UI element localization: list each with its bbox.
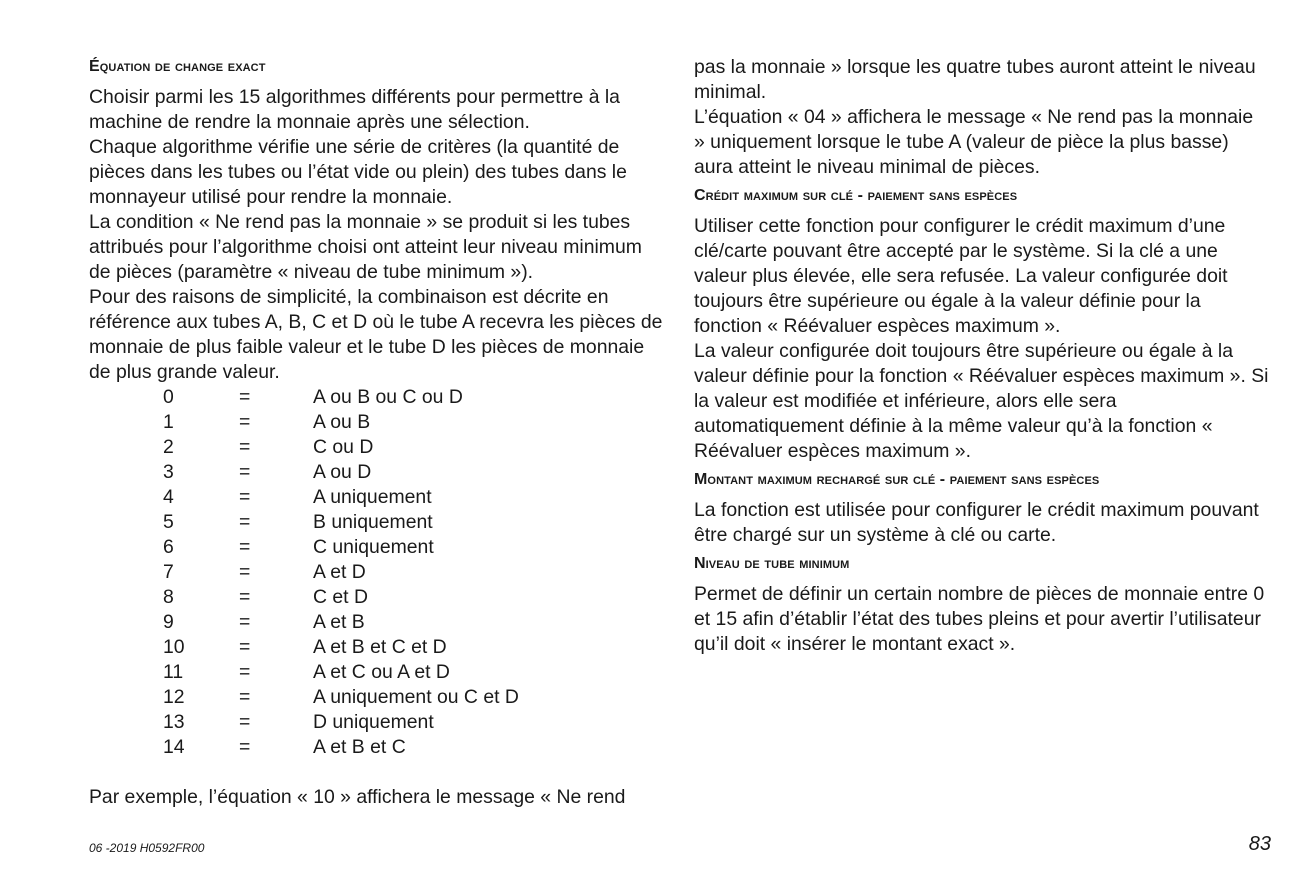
equation-description: A et D xyxy=(313,561,366,583)
equation-sign: = xyxy=(239,436,251,458)
equation-description: A ou B xyxy=(313,411,371,433)
paragraph-max-credit-1: Utiliser cette fonction pour configurer le crédit maximum d’une clé/carte pouvant être accepté par le système. Si la clé a une valeur plus élevée, elle sera refusée. La valeur configurée doit toujours être supérieure ou égale à la valeur définie pour la fonction « Réévaluer espèces maximum ». xyxy=(694,215,1228,337)
paragraph-example: Par exemple, l’équation « 10 » affichera le message « Ne rend xyxy=(89,786,626,808)
equation-row xyxy=(163,610,519,635)
equation-description: A ou B ou C ou D xyxy=(313,386,463,408)
equation-sign: = xyxy=(239,461,251,483)
equation-sign: = xyxy=(239,486,251,508)
equation-sign: = xyxy=(239,686,251,708)
equation-description: A et B xyxy=(313,611,365,633)
equation-number: 1 xyxy=(163,411,174,433)
equation-description: B uniquement xyxy=(313,511,433,533)
section-heading-max-credit: Crédit maximum sur clé - paiement sans espèces xyxy=(694,187,1018,204)
equation-row xyxy=(163,660,519,685)
equation-description: C ou D xyxy=(313,436,374,458)
equation-row xyxy=(163,685,519,710)
equation-sign: = xyxy=(239,536,251,558)
equation-description: A ou D xyxy=(313,461,372,483)
equation-description: C uniquement xyxy=(313,536,434,558)
equation-row xyxy=(163,410,519,435)
equation-number: 8 xyxy=(163,586,174,608)
equation-number: 9 xyxy=(163,611,174,633)
equation-number: 5 xyxy=(163,511,174,533)
equation-number: 6 xyxy=(163,536,174,558)
equation-sign: = xyxy=(239,636,251,658)
equation-row xyxy=(163,710,519,735)
equation-row xyxy=(163,635,519,660)
equation-sign: = xyxy=(239,661,251,683)
equation-row xyxy=(163,510,519,535)
equation-sign: = xyxy=(239,386,251,408)
equation-description: A uniquement xyxy=(313,486,432,508)
equation-sign: = xyxy=(239,511,251,533)
section-heading-exact-change: Équation de change exact xyxy=(89,58,266,75)
paragraph-continuation: pas la monnaie » lorsque les quatre tubes auront atteint le niveau minimal. xyxy=(694,56,1256,103)
equation-sign: = xyxy=(239,736,251,758)
equation-sign: = xyxy=(239,561,251,583)
equation-description: A et C ou A et D xyxy=(313,661,450,683)
equation-description: A et B et C xyxy=(313,736,406,758)
equation-table xyxy=(163,385,519,760)
equation-row xyxy=(163,435,519,460)
equation-number: 11 xyxy=(163,661,184,683)
equation-number: 2 xyxy=(163,436,174,458)
equation-number: 4 xyxy=(163,486,174,508)
paragraph-intro: Choisir parmi les 15 algorithmes différents pour permettre à la machine de rendre la monnaie après une sélection. xyxy=(89,86,620,133)
equation-row xyxy=(163,535,519,560)
equation-description: A et B et C et D xyxy=(313,636,447,658)
left-column xyxy=(89,55,664,760)
equation-row xyxy=(163,585,519,610)
equation-sign: = xyxy=(239,711,251,733)
paragraph-min-tube-level: Permet de définir un certain nombre de pièces de monnaie entre 0 et 15 afin d’établir l’état des tubes pleins et pour avertir l’utilisateur qu’il doit « insérer le montant exact ». xyxy=(694,583,1265,655)
paragraph-simplicity: Pour des raisons de simplicité, la combinaison est décrite en référence aux tubes A, B, C et D où le tube A recevra les pièces de monnaie de plus faible valeur et le tube D les pièces de monnaie de plus grande valeur. xyxy=(89,286,663,383)
equation-description: A uniquement ou C et D xyxy=(313,686,519,708)
equation-sign: = xyxy=(239,411,251,433)
equation-number: 14 xyxy=(163,736,185,758)
paragraph-condition: La condition « Ne rend pas la monnaie » se produit si les tubes attribués pour l’algorithme choisi ont atteint leur niveau minimum de pièces (paramètre « niveau de tube minimum »). xyxy=(89,211,642,283)
equation-row xyxy=(163,460,519,485)
equation-number: 7 xyxy=(163,561,174,583)
equation-row xyxy=(163,560,519,585)
equation-number: 0 xyxy=(163,386,174,408)
equation-row xyxy=(163,735,519,760)
right-column xyxy=(694,55,1269,657)
equation-row xyxy=(163,485,519,510)
equation-number: 3 xyxy=(163,461,174,483)
paragraph-max-credit-2: La valeur configurée doit toujours être supérieure ou égale à la valeur définie pour la fonction « Réévaluer espèces maximum ». Si la valeur est modifiée et inférieure, alors elle sera automatiquement définie à la même valeur qu’à la fonction « Réévaluer espèces maximum ». xyxy=(694,340,1269,462)
page-number: 83 xyxy=(1248,833,1271,855)
section-heading-min-tube-level: Niveau de tube minimum xyxy=(694,555,850,572)
paragraph-max-recharge: La fonction est utilisée pour configurer le crédit maximum pouvant être chargé sur un système à clé ou carte. xyxy=(694,499,1259,546)
document-code: 06 -2019 H0592FR00 xyxy=(89,841,205,855)
paragraph-equation-04: L’équation « 04 » affichera le message « Ne rend pas la monnaie » uniquement lorsque le tube A (valeur de pièce la plus basse) aura atteint le niveau minimal de pièces. xyxy=(694,106,1254,178)
paragraph-algorithm: Chaque algorithme vérifie une série de critères (la quantité de pièces dans les tubes ou l’état vide ou plein) des tubes dans le monnayeur utilisé pour rendre la monnaie. xyxy=(89,136,627,208)
equation-number: 10 xyxy=(163,636,185,658)
equation-sign: = xyxy=(239,611,251,633)
equation-sign: = xyxy=(239,586,251,608)
equation-number: 12 xyxy=(163,686,185,708)
equation-description: C et D xyxy=(313,586,368,608)
section-heading-max-recharge: Montant maximum rechargé sur clé - paiement sans espèces xyxy=(694,471,1100,488)
equation-row xyxy=(163,385,519,410)
equation-description: D uniquement xyxy=(313,711,434,733)
equation-number: 13 xyxy=(163,711,185,733)
